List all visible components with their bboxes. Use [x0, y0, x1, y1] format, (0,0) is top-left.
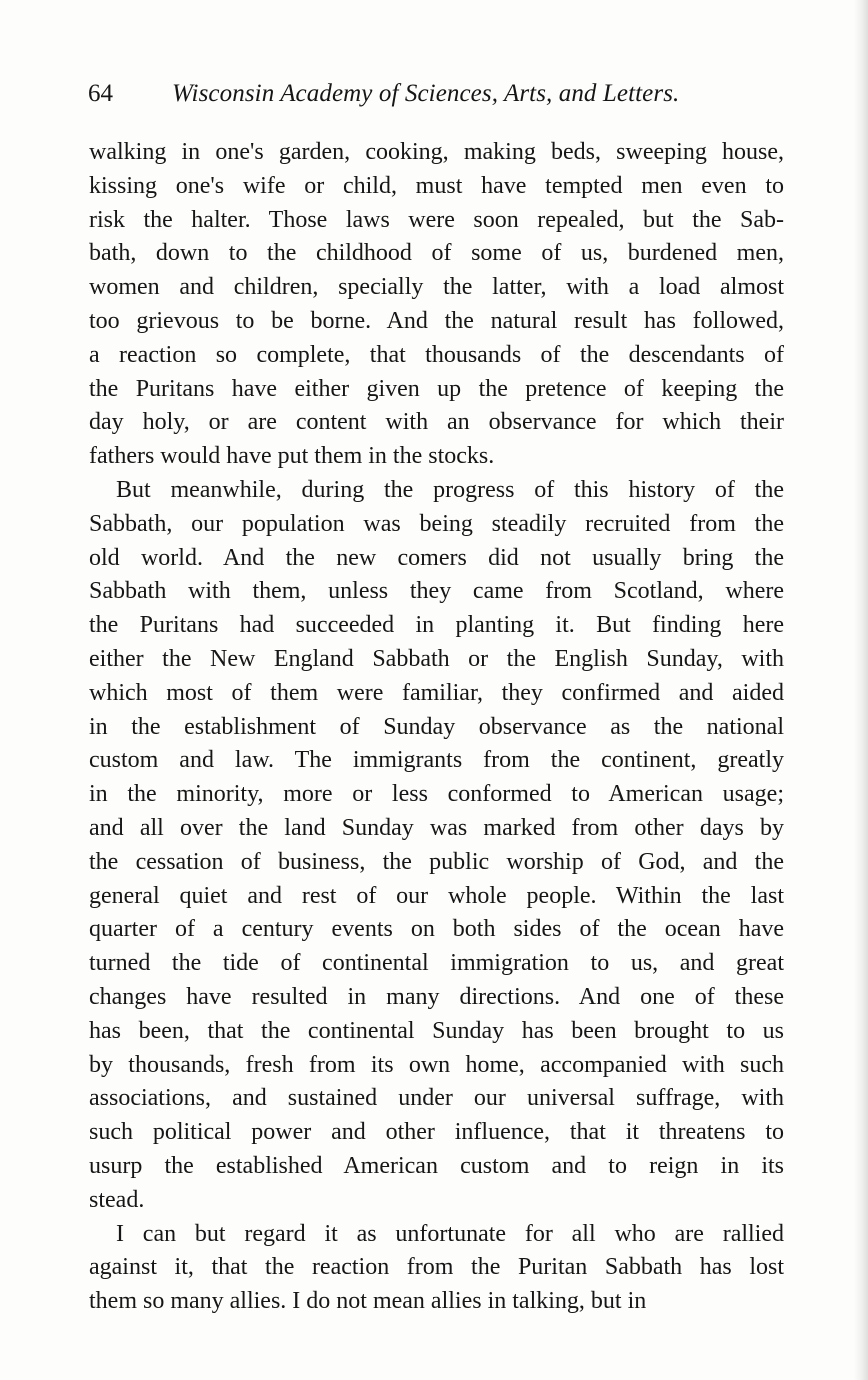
body-text: [89, 136, 784, 1319]
text-line: has been, that the continental Sunday has been brought to us: [89, 1017, 784, 1044]
text-line: in the establishment of Sunday observance as the national: [89, 713, 784, 740]
text-line: the cessation of business, the public worship of God, and the: [89, 848, 784, 875]
text-line: the Puritans have either given up the pretence of keeping the: [89, 375, 784, 402]
text-line: associations, and sustained under our universal suffrage, with: [89, 1085, 784, 1112]
text-line: in the minority, more or less conformed to American usage;: [89, 781, 784, 808]
text-line: risk the halter. Those laws were soon repealed, but the Sab-: [89, 206, 784, 233]
paragraph: [89, 136, 784, 474]
paragraph: [89, 1218, 784, 1319]
text-line: stead.: [89, 1186, 145, 1213]
text-line: too grievous to be borne. And the natural result has followed,: [89, 307, 784, 334]
text-line: quarter of a century events on both sides of the ocean have: [89, 916, 784, 943]
paragraph: [89, 474, 784, 1218]
text-line: walking in one's garden, cooking, making beds, sweeping house,: [89, 139, 784, 165]
text-line: custom and law. The immigrants from the continent, greatly: [89, 747, 784, 774]
text-line: old world. And the new comers did not usually bring the: [89, 544, 784, 571]
text-line: a reaction so complete, that thousands of the descendants of: [89, 341, 784, 368]
text-line: bath, down to the childhood of some of us, burdened men,: [89, 240, 784, 267]
text-line: against it, that the reaction from the Puritan Sabbath has lost: [89, 1254, 784, 1281]
text-line: usurp the established American custom and to reign in its: [89, 1152, 784, 1179]
text-line: which most of them were familiar, they confirmed and aided: [89, 679, 784, 706]
text-line: the Puritans had succeeded in planting it. But finding here: [89, 612, 784, 639]
text-line: fathers would have put them in the stocks.: [89, 443, 495, 470]
text-line: But meanwhile, during the progress of this history of the: [116, 476, 784, 503]
text-line: either the New England Sabbath or the English Sunday, with: [89, 645, 784, 672]
text-line: turned the tide of continental immigration to us, and great: [89, 950, 784, 977]
page-edge-shadow: [854, 0, 868, 1380]
text-line: and all over the land Sunday was marked from other days by: [89, 814, 784, 841]
text-line: changes have resulted in many directions. And one of these: [89, 983, 784, 1010]
page-header: [88, 76, 788, 112]
text-line: day holy, or are content with an observance for which their: [89, 409, 784, 436]
text-line: by thousands, fresh from its own home, accompanied with such: [89, 1051, 784, 1078]
text-line: general quiet and rest of our whole people. Within the last: [89, 882, 784, 909]
text-line: them so many allies. I do not mean allies in talking, but in: [89, 1288, 647, 1315]
page-number: 64: [88, 80, 113, 107]
text-line: such political power and other influence, that it threatens to: [89, 1119, 784, 1146]
text-line: women and children, specially the latter, with a load almost: [89, 274, 784, 301]
text-line: Sabbath with them, unless they came from Scotland, where: [89, 578, 784, 605]
text-line: Sabbath, our population was being steadily recruited from the: [89, 510, 784, 537]
text-line: kissing one's wife or child, must have tempted men even to: [89, 172, 784, 199]
running-title: Wisconsin Academy of Sciences, Arts, and Letters.: [172, 80, 680, 107]
text-line: I can but regard it as unfortunate for all who are rallied: [116, 1220, 784, 1247]
